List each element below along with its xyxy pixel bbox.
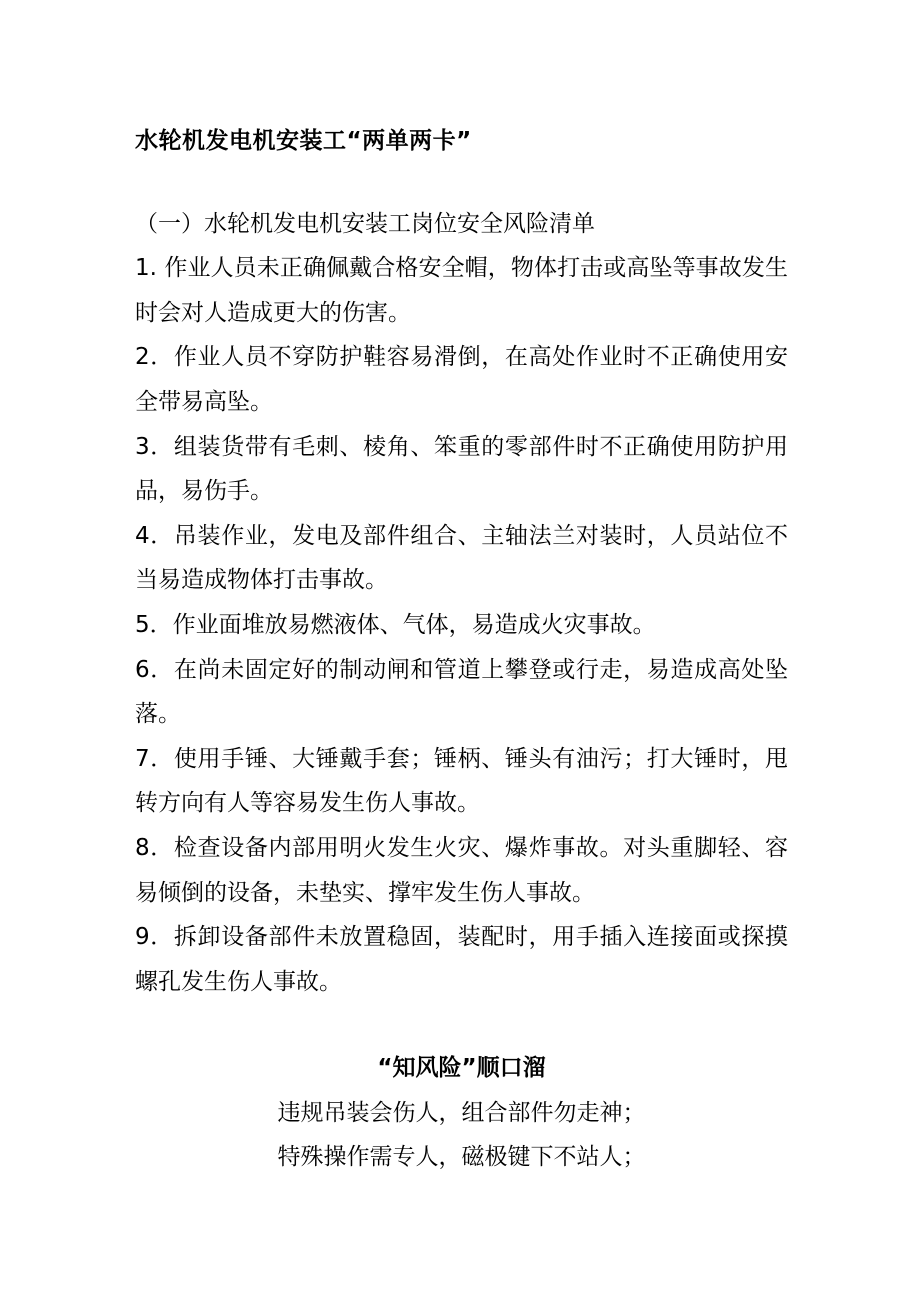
risk-list [135,246,788,1004]
risk-item: 7．使用手锤、大锤戴手套；锤柄、锤头有油污；打大锤时，甩转方向有人等容易发生伤人事故。 [135,745,788,817]
risk-item: 1. 作业人员未正确佩戴合格安全帽，物体打击或高坠等事故发生时会对人造成更大的伤害。 [135,255,788,326]
risk-item: 8．检查设备内部用明火发生火灾、爆炸事故。对头重脚轻、容易倾倒的设备，未垫实、撑牢发生伤人事故。 [135,834,788,906]
jingle-lines [135,1091,788,1180]
jingle-line: 特殊操作需专人，磁极键下不站人； [277,1144,646,1171]
section-heading: （一）水轮机发电机安装工岗位安全风险清单 [135,210,595,237]
risk-item: 3．组装货带有毛刺、棱角、笨重的零部件时不正确使用防护用品，易伤手。 [135,433,788,505]
jingle-line: 违规吊装会伤人，组合部件勿走神； [277,1099,646,1126]
risk-item: 5．作业面堆放易燃液体、气体，易造成火灾事故。 [135,611,656,638]
jingle-heading: “知风险”顺口溜 [377,1055,546,1082]
document-title: 水轮机发电机安装工“两单两卡” [135,128,472,154]
risk-item: 2．作业人员不穿防护鞋容易滑倒，在高处作业时不正确使用安全带易高坠。 [135,344,788,415]
risk-item: 6．在尚未固定好的制动闸和管道上攀登或行走，易造成高处坠落。 [135,656,788,728]
risk-item: 4．吊装作业，发电及部件组合、主轴法兰对装时，人员站位不当易造成物体打击事故。 [135,522,788,594]
risk-item: 9．拆卸设备部件未放置稳固，装配时，用手插入连接面或探摸螺孔发生伤人事故。 [135,924,788,995]
